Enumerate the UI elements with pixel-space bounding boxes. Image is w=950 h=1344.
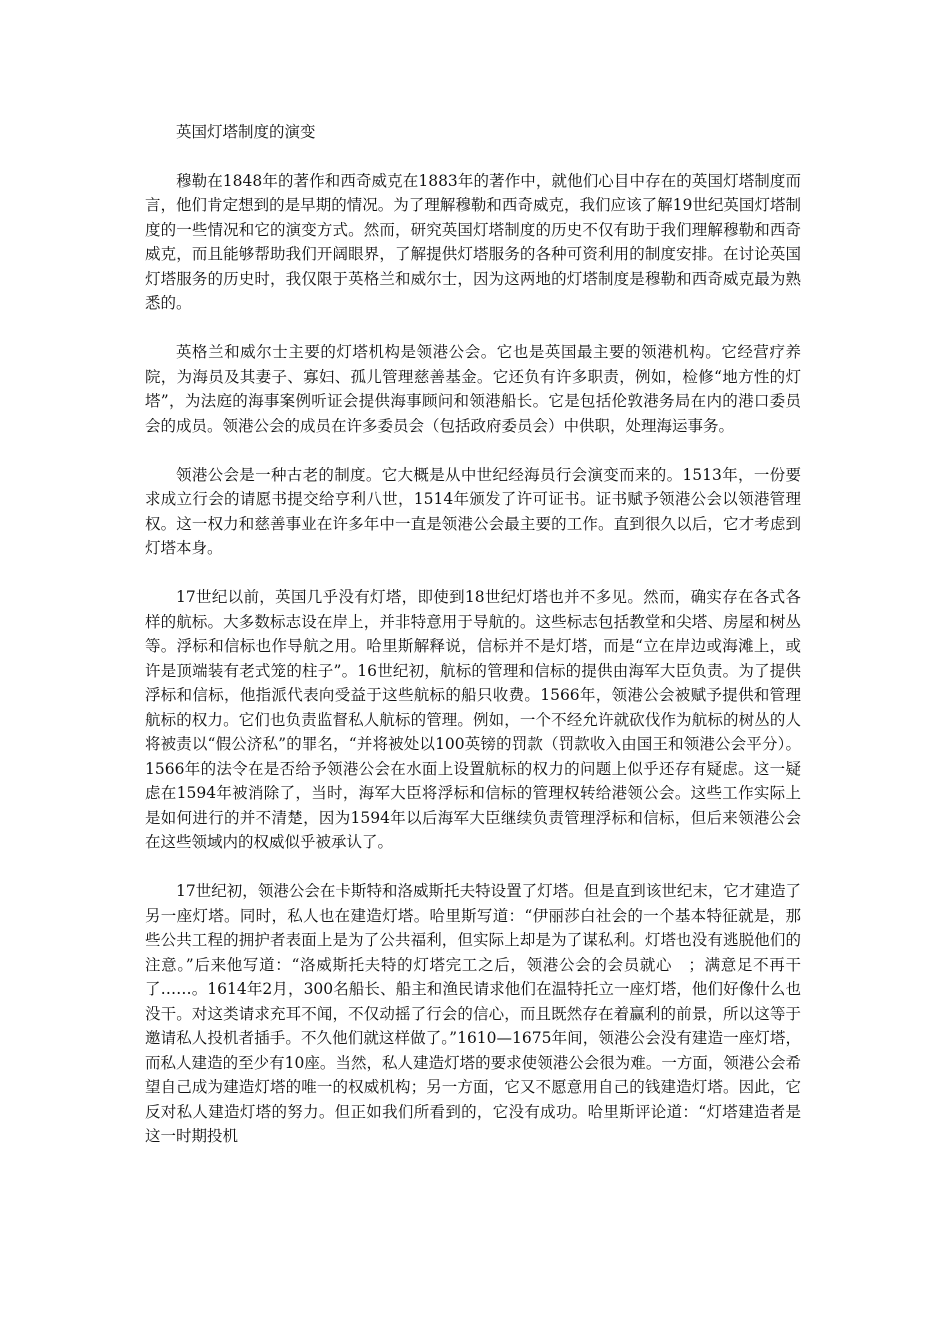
paragraph-1: 穆勒在1848年的著作和西奇威克在1883年的著作中，就他们心目中存在的英国灯塔制度而言，他们肯定想到的是早期的情况。为了理解穆勒和西奇威克，我们应该了解19世纪英国灯塔制度的一些情况和它的演变方式。然而，研究英国灯塔制度的历史不仅有助于我们理解穆勒和西奇威克，而且能够帮助我们开阔眼界，了解提供灯塔服务的各种可资利用的制度安排。在讨论英国灯塔服务的历史时，我仅限于英格兰和威尔士，因为这两地的灯塔制度是穆勒和西奇威克最为熟悉的。 bbox=[145, 171, 801, 312]
document-title: 英国灯塔制度的演变 bbox=[176, 123, 316, 141]
paragraph-4: 17世纪以前，英国几乎没有灯塔，即使到18世纪灯塔也并不多见。然而，确实存在各式各样的航标。大多数标志设在岸上，并非特意用于导航的。这些标志包括教堂和尖塔、房屋和树丛等。浮标和信标也作导航之用。哈里斯解释说，信标并不是灯塔，而是“立在岸边或海滩上，或许是顶端装有老式笼的柱子”。16世纪初，航标的管理和信标的提供由海军大臣负责。为了提供浮标和信标，他指派代表向受益于这些航标的船只收费。1566年，领港公会被赋予提供和管理航标的权力。它们也负责监督私人航标的管理。例如，一个不经允许就砍伐作为航标的树丛的人将被责以“假公济私”的罪名，“并将被处以100英镑的罚款（罚款收入由国王和领港公会平分）。1566年的法令在是否给予领港公会在水面上设置航标的权力的问题上似乎还存有疑虑。这一疑虑在1594年被消除了，当时，海军大臣将浮标和信标的管理权转给港领公会。这些工作实际上是如何进行的并不清楚，因为1594年以后海军大臣继续负责管理浮标和信标，但后来领港公会在这些领域内的权威似乎被承认了。 bbox=[145, 588, 801, 851]
paragraph-5: 17世纪初，领港公会在卡斯特和洛威斯托夫特设置了灯塔。但是直到该世纪末，它才建造了另一座灯塔。同时，私人也在建造灯塔。哈里斯写道：“伊丽莎白社会的一个基本特征就是，那些公共工程的拥护者表面上是为了公共福利，但实际上却是为了谋私利。灯塔也没有逃脱他们的注意。”后来他写道：“洛威斯托夫特的灯塔完工之后，领港公会的会员就心 ；满意足不再干了……。1614年2月，300名船长、船主和渔民请求他们在温特托立一座灯塔，他们好像什么也没干。对这类请求充耳不闻，不仅动摇了行会的信心，而且既然存在着赢利的前景，所以这等于邀请私人投机者插手。不久他们就这样做了。”1610—1675年间，领港公会没有建造一座灯塔，而私人建造的至少有10座。当然，私人建造灯塔的要求使领港公会很为难。一方面，领港公会希望自己成为建造灯塔的唯一的权威机构；另一方面，它又不愿意用自己的钱建造灯塔。因此，它反对私人建造灯塔的努力。但正如我们所看到的，它没有成功。哈里斯评论道：“灯塔建造者是这一时期投机 bbox=[145, 882, 801, 1145]
paragraph-3: 领港公会是一种古老的制度。它大概是从中世纪经海员行会演变而来的。1513年，一份要求成立行会的请愿书提交给亨利八世，1514年颁发了许可证书。证书赋予领港公会以领港管理权。这一权力和慈善事业在许多年中一直是领港公会最主要的工作。直到很久以后，它才考虑到灯塔本身。 bbox=[145, 465, 801, 557]
document-body bbox=[145, 120, 801, 1173]
paragraph-2: 英格兰和威尔士主要的灯塔机构是领港公会。它也是英国最主要的领港机构。它经营疗养院，为海员及其妻子、寡妇、孤儿管理慈善基金。它还负有许多职责，例如，检修“地方性的灯塔”，为法庭的海事案例听证会提供海事顾问和领港船长。它是包括伦敦港务局在内的港口委员会的成员。领港公会的成员在许多委员会（包括政府委员会）中供职，处理海运事务。 bbox=[145, 343, 801, 435]
